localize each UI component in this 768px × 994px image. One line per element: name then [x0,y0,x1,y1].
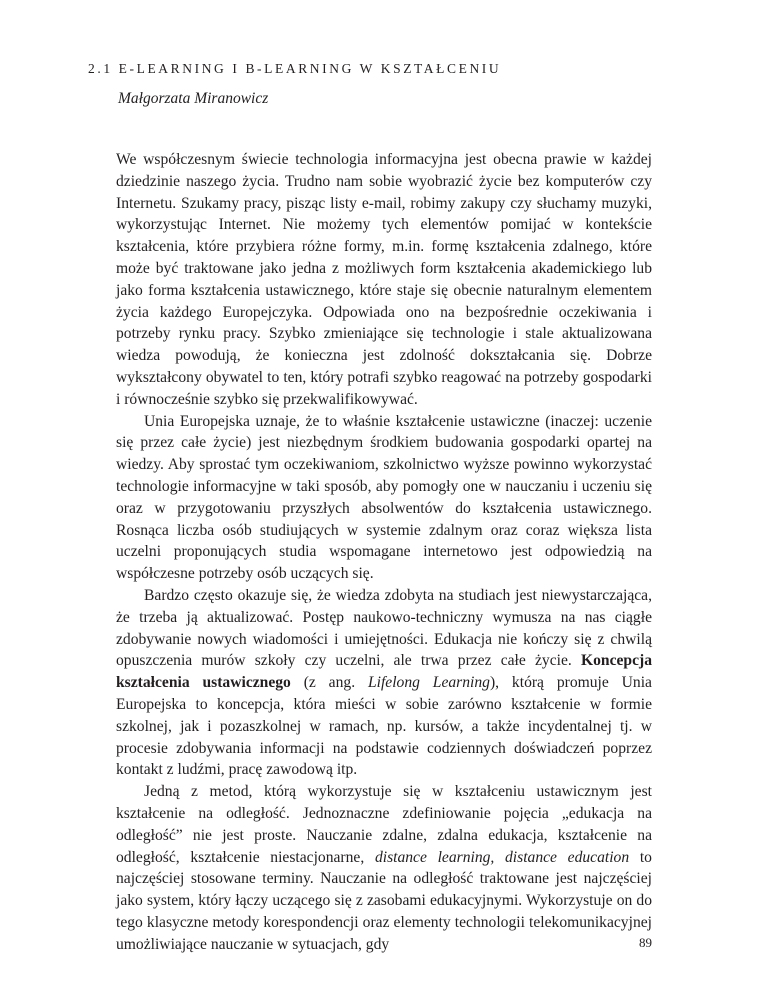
paragraph-4-text-b: to najczęściej stosowane terminy. Nauczanie na odległość traktowane jest najczęściej jako system, który łączy uczącego się z zasobami edukacyjnymi. Wykorzystuje on do tego klasyczne metody korespondencji oraz elementy technologii telekomunikacyjnej umożliwiające nauczanie w sytuacjach, gdy [116,848,652,953]
paragraph-3-text-b: (z ang. [303,674,356,692]
section-title: E-LEARNING I B-LEARNING W KSZTAŁCENIU [118,61,502,76]
bold-term-lifelong-learning: Koncepcja kształcenia ustawicznego [116,652,652,692]
article-body [116,149,652,955]
paragraph-3-text-c: ), którą promuje Unia Europejska to koncepcja, która mieści w sobie zarówno kształcenie w formie szkolnej, jak i pozaszkolnej w ramach, np. kursów, a także incydentalnej tj. w procesie zdobywania informacji na podstawie codziennych doświadczeń poprzez kontakt z ludźmi, pracę zawodową itp. [116,674,652,779]
paragraph-2: Unia Europejska uznaje, że to właśnie kształcenie ustawiczne (inaczej: uczenie się przez całe życie) jest niezbędnym środkiem budowania gospodarki opartej na wiedzy. Aby sprostać tym oczekiwaniom, szkolnictwo wyższe powinno wykorzystać technologie informacyjne w taki sposób, aby pomogły one w nauczaniu i uczeniu się oraz w przygotowaniu przyszłych absolwentów do kształcenia ustawicznego. Rosnąca liczba osób studiujących w systemie zdalnym oraz coraz większa lista uczelni proponujących studia wspomagane internetowo jest odpowiedzią na współczesne potrzeby osób uczących się. [116,412,652,583]
paragraph-3 [116,585,652,781]
author-name: Małgorzata Miranowicz [118,90,269,107]
page-number: 89 [639,935,652,950]
paragraph-4 [116,781,652,955]
section-number: 2.1 [88,61,113,76]
paragraph-4-text-a: Jedną z metod, którą wykorzystuje się w kształceniu ustawicznym jest kształcenie na odległość. Jednoznaczne zdefiniowanie pojęcia „edukacja na odległość” nie jest proste. Nauczanie zdalne, zdalna edukacja, kształcenie na odległość, kształcenie niestacjonarne, [116,783,652,866]
section-heading [88,61,501,77]
paragraph-3-text-a: Bardzo często okazuje się, że wiedza zdobyta na studiach jest niewystarczająca, że trzeba ją aktualizować. Postęp naukowo-techniczny wymusza na nas ciągłe zdobywanie nowych wiadomości i umiejętności. Edukacja nie kończy się z chwilą opuszczenia murów szkoły czy uczelni, ale trwa przez całe życie. [116,586,652,670]
italic-term-lifelong-learning: Lifelong Learning [367,674,490,692]
italic-term-distance-learning: distance learning, distance education [374,848,630,866]
paragraph-1: We współczesnym świecie technologia informacyjna jest obecna prawie w każdej dziedzinie naszego życia. Trudno nam sobie wyobrazić życie bez komputerów czy Internetu. Szukamy pracy, pisząc listy e-mail, robimy zakupy czy słuchamy muzyki, wykorzystując Internet. Nie możemy tych elementów pomijać w kontekście kształcenia, które przybiera różne formy, m.in. formę kształcenia zdalnego, które może być traktowane jako jedna z możliwych form kształcenia akademickiego lub jako forma kształcenia ustawicznego, które staje się obecnie naturalnym elementem życia każdego Europejczyka. Odpowiada ono na bezpośrednie oczekiwania i potrzeby rynku pracy. Szybko zmieniające się technologie i stale aktualizowana wiedza powodują, że konieczna jest zdolność dokształcania się. Dobrze wykształcony obywatel to ten, który potrafi szybko reagować na potrzeby gospodarki i równocześnie szybko się przekwalifikowywać. [116,151,652,408]
